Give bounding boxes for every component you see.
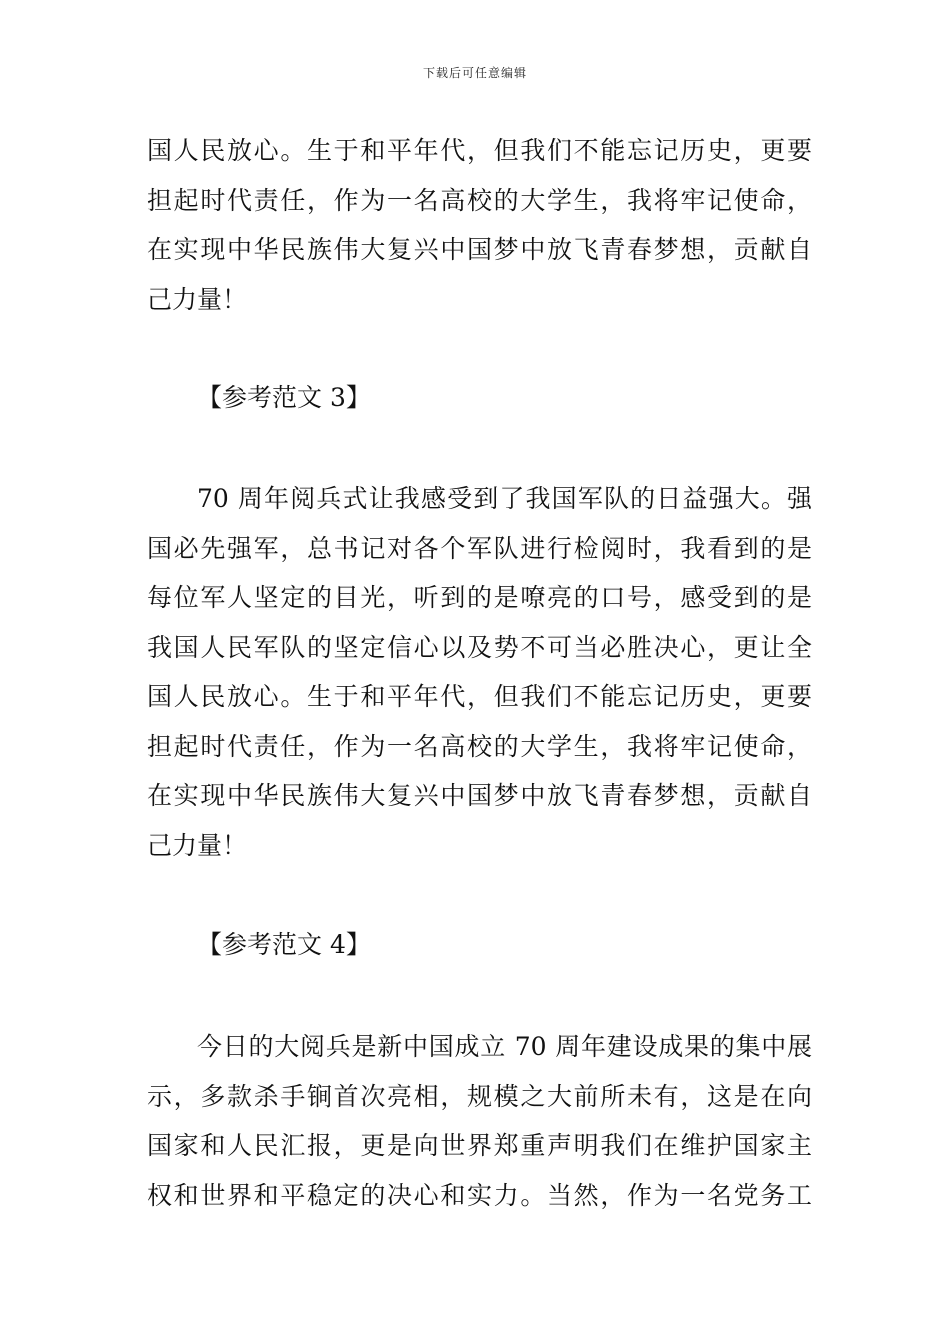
text-line: 国人民放心。生于和平年代，但我们不能忘记历史，更要 bbox=[147, 136, 812, 165]
text-line: 国人民放心。生于和平年代，但我们不能忘记历史，更要 bbox=[147, 682, 812, 711]
text-line: 示，多款杀手锏首次亮相，规模之大前所未有，这是在向 bbox=[147, 1081, 812, 1111]
text-line: 今日的大阅兵是新中国成立 70 周年建设成果的集中展 bbox=[197, 1032, 812, 1061]
text-line: 在实现中华民族伟大复兴中国梦中放飞青春梦想，贡献自 bbox=[147, 235, 812, 264]
text-line: 权和世界和平稳定的决心和实力。当然，作为一名党务工 bbox=[147, 1180, 812, 1210]
text-line: 70 周年阅兵式让我感受到了我国军队的日益强大。强 bbox=[197, 484, 812, 513]
paragraph-section-4 bbox=[147, 1022, 812, 1220]
header-note: 下载后可任意编辑 bbox=[422, 66, 527, 80]
section-heading-3: 【参考范文 3】 bbox=[197, 383, 371, 412]
text-line: 担起时代责任，作为一名高校的大学生，我将牢记使命， bbox=[147, 185, 812, 215]
section-heading-4: 【参考范文 4】 bbox=[197, 930, 371, 959]
text-line: 国家和人民汇报，更是向世界郑重声明我们在维护国家主 bbox=[147, 1131, 812, 1160]
text-line: 己力量！ bbox=[147, 830, 248, 860]
paragraph-continuation bbox=[147, 126, 812, 324]
text-line: 每位军人坚定的目光，听到的是嘹亮的口号，感受到的是 bbox=[147, 583, 812, 612]
text-line: 己力量！ bbox=[147, 284, 248, 314]
text-line: 我国人民军队的坚定信心以及势不可当必胜决心，更让全 bbox=[147, 632, 812, 662]
text-line: 在实现中华民族伟大复兴中国梦中放飞青春梦想，贡献自 bbox=[147, 781, 812, 810]
text-line: 国必先强军，总书记对各个军队进行检阅时，我看到的是 bbox=[147, 533, 812, 563]
text-line: 担起时代责任，作为一名高校的大学生，我将牢记使命， bbox=[147, 731, 812, 761]
paragraph-section-3 bbox=[147, 474, 812, 870]
